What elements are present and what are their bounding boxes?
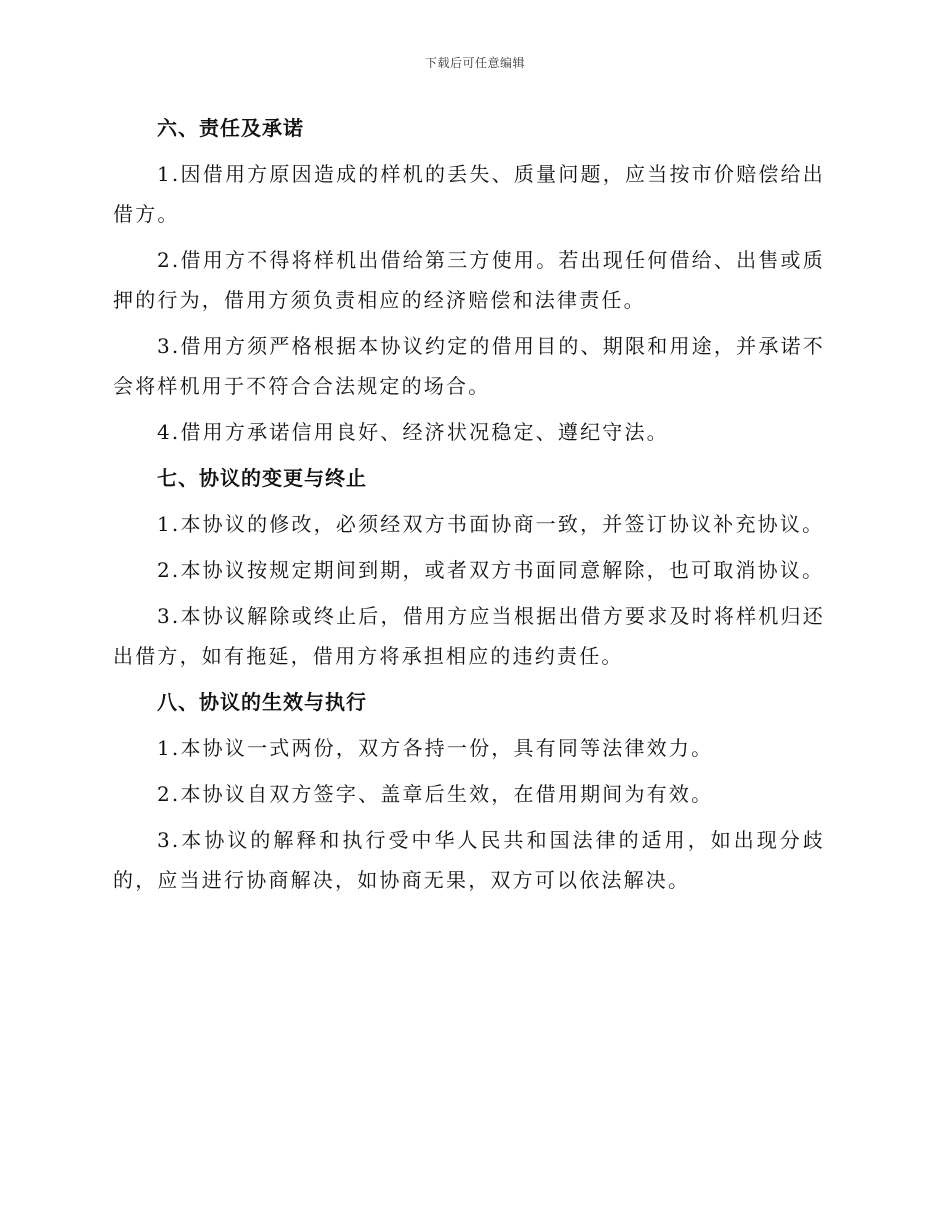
paragraph: 1.本协议一式两份，双方各持一份，具有同等法律效力。 (157, 736, 714, 760)
paragraph: 3.本协议的解释和执行受中华人民共和国法律的适用，如出现分歧的，应当进行协商解决，如协商无果，双方可以依法解决。 (113, 828, 825, 892)
section-title-responsibility: 六、责任及承诺 (157, 116, 304, 140)
paragraph: 4.借用方承诺信用良好、经济状况稳定、遵纪守法。 (157, 420, 669, 444)
paragraph: 1.本协议的修改，必须经双方书面协商一致，并签订协议补充协议。 (157, 512, 825, 536)
document-body (113, 108, 825, 906)
paragraph: 3.借用方须严格根据本协议约定的借用目的、期限和用途，并承诺不会将样机用于不符合合法规定的场合。 (113, 334, 825, 398)
paragraph: 3.本协议解除或终止后，借用方应当根据出借方要求及时将样机归还出借方，如有拖延，借用方将承担相应的违约责任。 (113, 604, 825, 668)
paragraph: 1.因借用方原因造成的样机的丢失、质量问题，应当按市价赔偿给出借方。 (113, 162, 825, 226)
paragraph: 2.本协议自双方签字、盖章后生效，在借用期间为有效。 (157, 782, 714, 806)
section-title-change-termination: 七、协议的变更与终止 (157, 466, 367, 490)
page-header-note: 下载后可任意编辑 (424, 56, 525, 70)
section-title-effect-execution: 八、协议的生效与执行 (157, 690, 367, 714)
paragraph: 2.借用方不得将样机出借给第三方使用。若出现任何借给、出售或质押的行为，借用方须负责相应的经济赔偿和法律责任。 (113, 248, 825, 312)
paragraph: 2.本协议按规定期间到期，或者双方书面同意解除，也可取消协议。 (157, 558, 825, 582)
